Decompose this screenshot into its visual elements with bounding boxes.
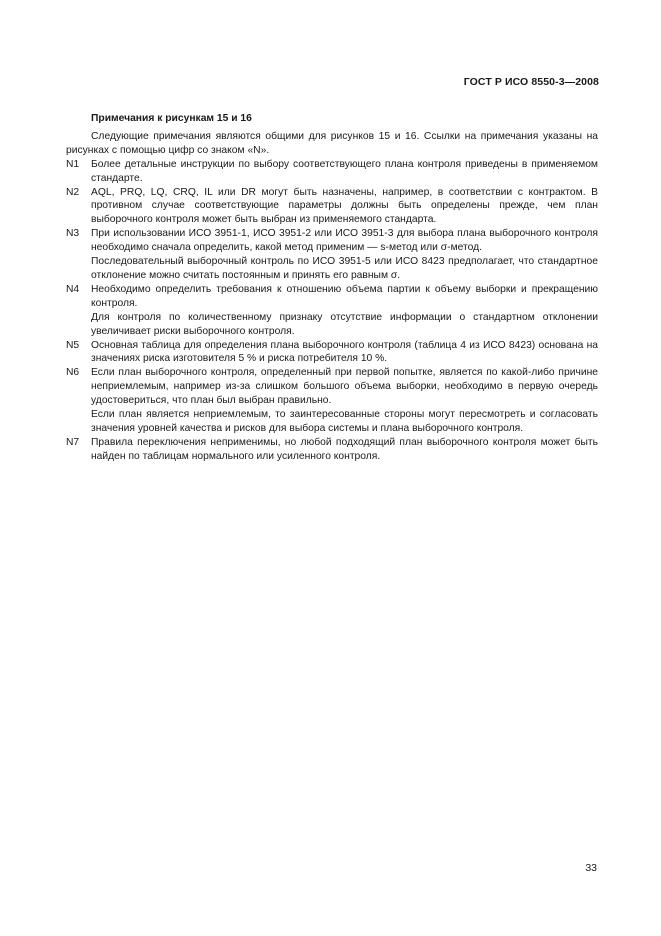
note-paragraph: Последовательный выборочный контроль по ИСО 3951-5 или ИСО 8423 предполагает, что стандартное отклонение можно считать постоянным и принять его равным σ. xyxy=(91,256,598,281)
note-paragraph: Основная таблица для определения плана выборочного контроля (таблица 4 из ИСО 8423) основана на значениях риска изготовителя 5 % и риска потребителя 10 %. xyxy=(91,339,598,365)
note-paragraph: Если план выборочного контроля, определенный при первой попытке, является по какой-либо причине неприемлемым, например из-за слишком большого объема выборки, необходимо в первую очередь удостовериться, что план был выбран правильно. xyxy=(91,367,598,407)
note-n4 xyxy=(66,283,598,339)
note-label: N4 xyxy=(66,283,80,295)
document-header: ГОСТ Р ИСО 8550-3—2008 xyxy=(463,76,599,88)
note-n7 xyxy=(66,436,598,464)
note-label: N7 xyxy=(66,436,80,448)
note-paragraph: Правила переключения неприменимы, но любой подходящий план выборочного контроля может быть найден по таблицам нормального или усиленного контроля. xyxy=(91,436,598,462)
notes-section xyxy=(66,112,598,464)
page-number: 33 xyxy=(585,862,597,874)
section-intro: Следующие примечания являются общими для рисунков 15 и 16. Ссылки на примечания указаны на рисунках с помощью цифр со знаком «N». xyxy=(66,130,598,156)
note-label: N1 xyxy=(66,158,80,170)
note-n3 xyxy=(66,227,598,283)
note-label: N3 xyxy=(66,228,80,240)
note-label: N5 xyxy=(66,339,80,351)
note-label: N6 xyxy=(66,367,80,379)
note-n1 xyxy=(66,158,598,186)
note-paragraph: Для контроля по количественному признаку отсутствие информации о стандартном отклонении увеличивает риски выборочного контроля. xyxy=(91,311,598,337)
note-paragraph: Необходимо определить требования к отношению объема партии к объему выборки и прекращению контроля. xyxy=(91,283,598,309)
note-paragraph: Более детальные инструкции по выбору соответствующего плана контроля приведены в применяемом стандарте. xyxy=(91,158,598,184)
section-title: Примечания к рисункам 15 и 16 xyxy=(91,113,252,124)
note-paragraph: При использовании ИСО 3951-1, ИСО 3951-2 или ИСО 3951-3 для выбора плана выборочного контроля необходимо сначала определить, какой метод применим — s-метод или σ-метод. xyxy=(91,228,598,254)
note-n5 xyxy=(66,339,598,367)
note-paragraph: AQL, PRQ, LQ, CRQ, IL или DR могут быть назначены, например, в соответствии с контрактом. В противном случае соответствующие параметры должны быть определены прежде, чем план выборочного контроля может быть выбран из применяемого стандарта. xyxy=(91,186,598,226)
note-n2 xyxy=(66,186,598,228)
note-n6 xyxy=(66,366,598,436)
note-label: N2 xyxy=(66,186,80,198)
note-paragraph: Если план является неприемлемым, то заинтересованные стороны могут пересмотреть и согласовать значения уровней качества и рисков для выбора системы и плана выборочного контроля. xyxy=(91,409,598,434)
